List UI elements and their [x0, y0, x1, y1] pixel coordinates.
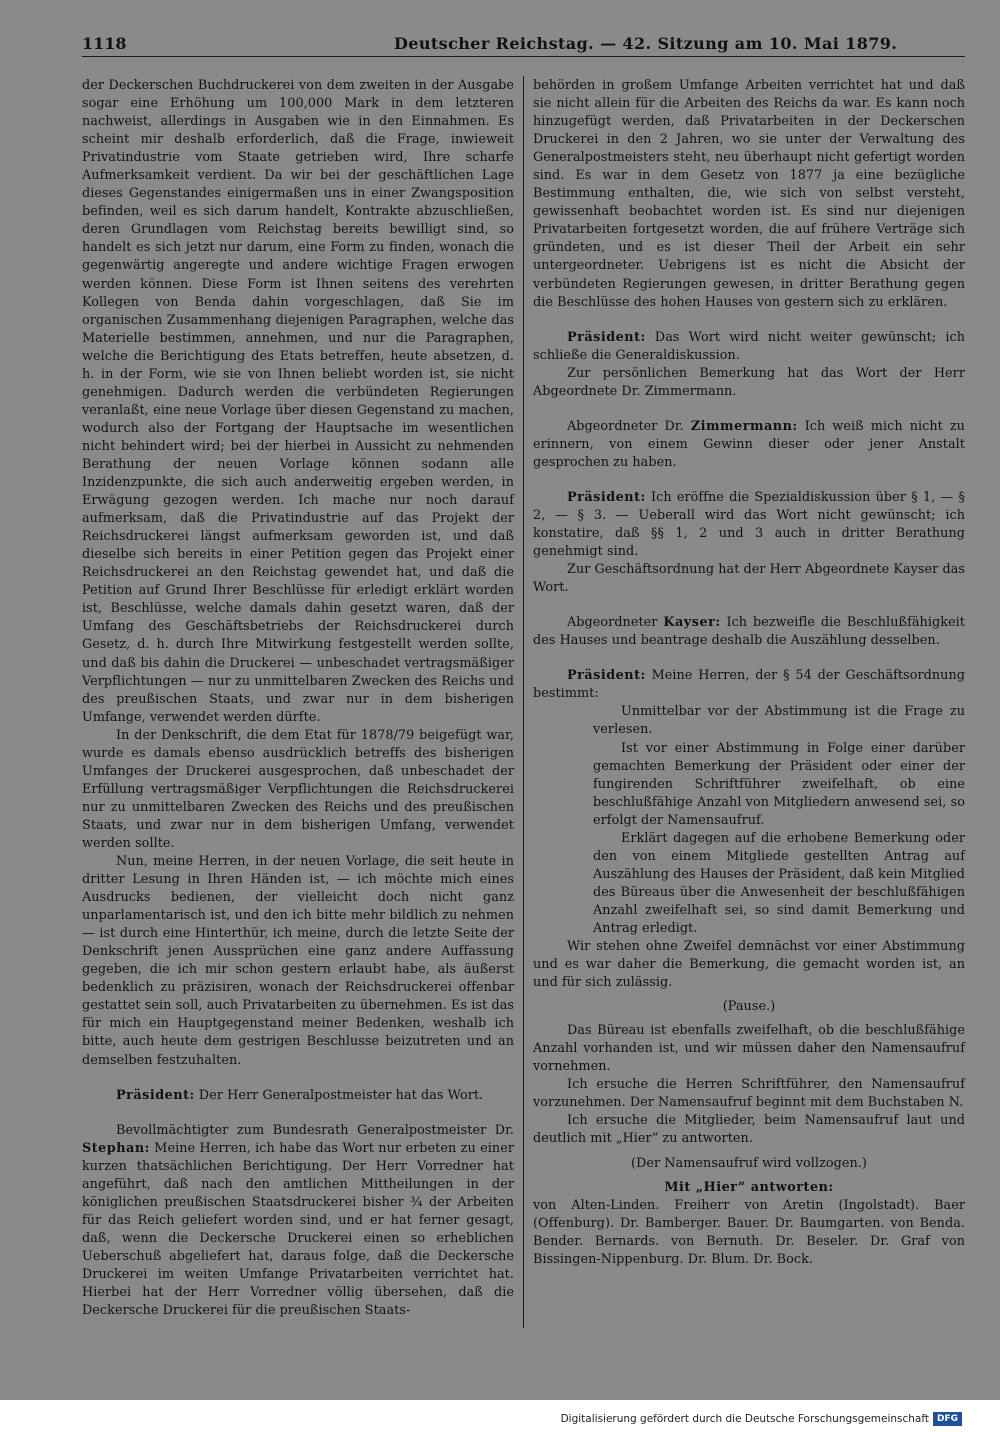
speaker-name: Stephan:: [82, 1140, 150, 1156]
speech-praesident: [533, 489, 965, 561]
paragraph: Das Büreau ist ebenfalls zweifelhaft, ob die beschlußfähige Anzahl vorhanden ist, und wir müssen daher den Namensaufruf vornehmen.: [533, 1023, 965, 1075]
quote-paragraph: Erklärt dagegen auf die erhobene Bemerkung oder den von einem Mitgliede gestellten Antrag auf Auszählung des Hauses der Präsident, daß kein Mitglied des Büreaus über die Anwesenheit der beschlußfähigen Anzahl zweifelhaft sei, so sind damit Bemerkung und Antrag erledigt.: [593, 830, 965, 936]
stage-direction: (Pause.): [722, 999, 776, 1015]
paragraph: Ich ersuche die Herren Schriftführer, den Namensaufruf vorzunehmen. Der Namensaufruf beginnt mit dem Buchstaben N.: [533, 1077, 965, 1111]
paragraph: der Deckerschen Buchdruckerei von dem zweiten in der Ausgabe sogar eine Erhöhung um 100,000 Mark in dem letzteren nachweist, allerdings in Ausgaben wie in den Einnahmen. Es scheint mir deshalb erforderlich, daß die Frage, inwieweit Privatindustrie vom Staate getrieben wird, Ihre scharfe Aufmerksamkeit verdient. Da wir bei der geschäftlichen Lage dieses Gegenstandes einigermaßen uns in einer Zwangsposition befinden, weil es sich darum handelt, Kontrakte abzuschließen, deren Grundlagen vom Reichstag bereits bewilligt sind, so handelt es sich jetzt nur darum, eine Form zu finden, wonach die gegenwärtig angeregte und andere wichtige Fragen erwogen werden können. Diese Form ist Ihnen seitens des verehrten Kollegen von Benda dahin vorgeschlagen, daß Sie im organischen Zusammenhang diejenigen Paragraphen, welche das Materielle bestimmen, annehmen, und nur die Paragraphen, welche die Berichtigung des Etats betreffen, heute absetzen, d. h. in der Form, wie sie von Ihnen beliebt worden ist, sie nicht genehmigen. Dadurch werden die verbündeten Regierungen veranlaßt, eine neue Vorlage über diesen Gegenstand zu machen, wodurch also der Fortgang der Hauptsache im wesentlichen nicht behindert wird; bei der hierbei in Aussicht zu nehmenden Berathung der neuen Vorlage können sodann alle Inzidenzpunkte, die sich auch anderweitig ergeben werden, in Erwägung gezogen werden. Ich mache nur noch darauf aufmerksam, daß die Privatindustrie auf das Projekt der Reichsdruckerei längst aufmerksam geworden ist, und daß dieselbe sich bereits in einer Petition gegen das Projekt einer Reichsdruckerei an den Reichstag gewendet hat, und daß die Petition auf Grund Ihrer Beschlüsse für erledigt erklärt worden ist, Beschlüsse, welche damals dahin gesetzt waren, daß der Umfang des Geschäftsbetriebs der Reichsdruckerei durch Gesetz, d. h. durch Ihre Mitwirkung festgestellt werden sollte, und daß bis dahin die Druckerei — unbeschadet vertragsmäßiger Verpflichtungen — nur zu unmittelbaren Zwecken des Reichs und des preußischen Staats, und zwar nur in dem bisherigen Umfange, verwendet werden dürfte.: [82, 78, 514, 725]
speaker-intro: Bevollmächtigter zum Bundesrath Generalpostmeister Dr.: [116, 1122, 514, 1138]
speech-text: Ich eröffne die Spezialdiskussion über § 1, — § 2, — § 3. — Ueberall wird das Wort nicht gewünscht; ich konstatire, daß §§ 1, 2 und 3 auch in dritter Berathung genehmigt sind.: [533, 489, 965, 560]
speaker-name: Präsident:: [567, 668, 646, 684]
digitization-credit: [561, 1412, 962, 1426]
speaker-intro: Abgeordneter Dr.: [567, 418, 684, 434]
speaker-name: Kayser:: [663, 615, 721, 631]
credit-text: Digitalisierung gefördert durch die Deutsche Forschungsgemeinschaft: [560, 1413, 929, 1425]
quote-paragraph: Unmittelbar vor der Abstimmung ist die Frage zu verlesen.: [593, 704, 965, 738]
paragraph: In der Denkschrift, die dem Etat für 1878/79 beigefügt war, wurde es damals ebenso ausdrücklich betreffs des bisherigen Umfanges der Druckerei ausgesprochen, daß unbeschadet der Erfüllung vertragsmäßiger Verpflichtungen die Reichsdruckerei nur zu unmittelbaren Zwecken des Reichs und des preußischen Staats, und zwar nur in dem bisherigen Umfang, verwendet werden sollte.: [82, 727, 514, 851]
speaker-name: Präsident:: [116, 1087, 195, 1103]
quote-paragraph: Ist vor einer Abstimmung in Folge einer darüber gemachten Bemerkung der Präsident oder einer der fungirenden Schriftführer zweifelhaft, ob eine beschlußfähige Anzahl von Mitgliedern anwesend sei, so erfolgt der Namensaufruf.: [593, 740, 965, 828]
right-column: [533, 77, 965, 1269]
speech-text: Das Wort wird nicht weiter gewünscht; ich schließe die Generaldiskussion.: [533, 329, 965, 363]
speech-praesident: [82, 1087, 514, 1105]
speech-praesident: [533, 667, 965, 703]
speaker-name: Zimmermann:: [690, 418, 798, 434]
speech-text: Ich bezweifle die Beschlußfähigkeit des Hauses und beantrage deshalb die Auszählung desselben.: [533, 615, 965, 649]
rollcall-names: von Alten-Linden. Freiherr von Aretin (Ingolstadt). Baer (Offenburg). Dr. Bamberger. Bauer. Dr. Baumgarten. von Benda. Bender. Bernards. von Bernuth. Dr. Beseler. Dr. Graf von Bissingen-Nippenburg. Dr. Blum. Dr. Bock.: [533, 1197, 965, 1267]
speaker-name: Präsident:: [567, 489, 646, 505]
paragraph: Wir stehen ohne Zweifel demnächst vor einer Abstimmung und es war daher die Bemerkung, die gemacht worden ist, an und für sich zulässig.: [533, 939, 965, 991]
column-divider: [523, 76, 524, 1328]
speech-praesident: [533, 329, 965, 365]
dfg-logo: DFG: [933, 1412, 962, 1426]
paragraph: Nun, meine Herren, in der neuen Vorlage, die seit heute in dritter Lesung in Ihren Händen ist, — ich möchte mich eines Ausdrucks bedienen, der vielleicht doch nicht ganz unparlamentarisch ist, und den ich bitte mehr bildlich zu nehmen — ist durch eine Hinterthür, ich meine, durch die letzte Seite der Denkschrift jenen Aussprüchen eine ganz andere Auffassung gegeben, die ich mir schon gestern erlaubt habe, als äußerst bedenklich zu präzisiren, wonach der Reichsdruckerei offenbar gestattet sein soll, auch Privatarbeiten zu übernehmen. Es ist das für mich ein Hauptgegenstand meiner Bedenken, weshalb ich bitte, auch heute dem gestrigen Beschlusse beizutreten und an demselben festzuhalten.: [82, 854, 514, 1068]
left-column: [82, 77, 514, 1320]
speech-text: Meine Herren, ich habe das Wort nur erbeten zu einer kurzen thatsächlichen Berichtigung. Der Herr Vorredner hat angeführt, daß nach den amtlichen Mittheilungen in der königlichen preußischen Staatsdruckerei bisher ¾ der Arbeiten für das Reich geliefert worden sind, und er hat ferner gesagt, daß, wenn die Deckersche Druckerei einen so erheblichen Ueberschuß abgeliefert hat, daraus folge, daß die Deckersche Druckerei im weiten Umfange Privatarbeiten verrichtet hat. Hierbei hat der Herr Vorredner völlig übersehen, daß die Deckersche Druckerei für die preußischen Staats-: [82, 1140, 514, 1319]
rollcall-heading: Mit „Hier“ antworten:: [664, 1179, 834, 1195]
paragraph: Zur persönlichen Bemerkung hat das Wort der Herr Abgeordnete Dr. Zimmermann.: [533, 365, 965, 399]
speech-text: Ich weiß mich nicht zu erinnern, von einem Gewinn dieser oder jener Anstalt gesprochen zu haben.: [533, 418, 965, 470]
speech-text: Meine Herren, der § 54 der Geschäftsordnung bestimmt:: [533, 668, 965, 702]
speaker-intro: Abgeordneter: [567, 615, 658, 631]
stage-direction: (Der Namensaufruf wird vollzogen.): [631, 1155, 867, 1171]
speaker-name: Präsident:: [567, 329, 646, 345]
speech-text: Der Herr Generalpostmeister hat das Wort.: [198, 1087, 484, 1103]
speech-continuation: behörden in großem Umfange Arbeiten verrichtet hat und daß sie nicht allein für die Arbeiten des Reichs da war. Es kann noch hinzugefügt werden, daß Privatarbeiten in der Deckerschen Druckerei in den 2 Jahren, wo sie unter der Verwaltung des Generalpostmeisters steht, neu überhaupt nicht gefertigt worden sind. Es war in dem Gesetz von 1877 ja eine bezügliche Bestimmung enthalten, die, wie sich von selbst versteht, gewissenhaft beobachtet worden ist. Es sind nur diejenigen Privatarbeiten fortgesetzt worden, die auf frühere Verträge sich gründeten, und es ist dieser Theil der Arbeit ein sehr untergeordneter. Uebrigens ist es nicht die Absicht der verbündeten Regierungen gewesen, in dritter Berathung gegen die Beschlüsse des hohen Hauses von gestern sich zu erklären.: [533, 78, 965, 310]
speech-kayser: [533, 614, 965, 650]
speech-zimmermann: [533, 418, 965, 472]
running-title: Deutscher Reichstag. — 42. Sitzung am 10. Mai 1879.: [394, 34, 898, 53]
page-header: [82, 34, 965, 57]
paragraph: Ich ersuche die Mitglieder, beim Namensaufruf laut und deutlich mit „Hier“ zu antworten.: [533, 1113, 965, 1147]
page-number: 1118: [82, 34, 127, 53]
speech-stephan: [82, 1122, 514, 1321]
paragraph: Zur Geschäftsordnung hat der Herr Abgeordnete Kayser das Wort.: [533, 562, 965, 596]
